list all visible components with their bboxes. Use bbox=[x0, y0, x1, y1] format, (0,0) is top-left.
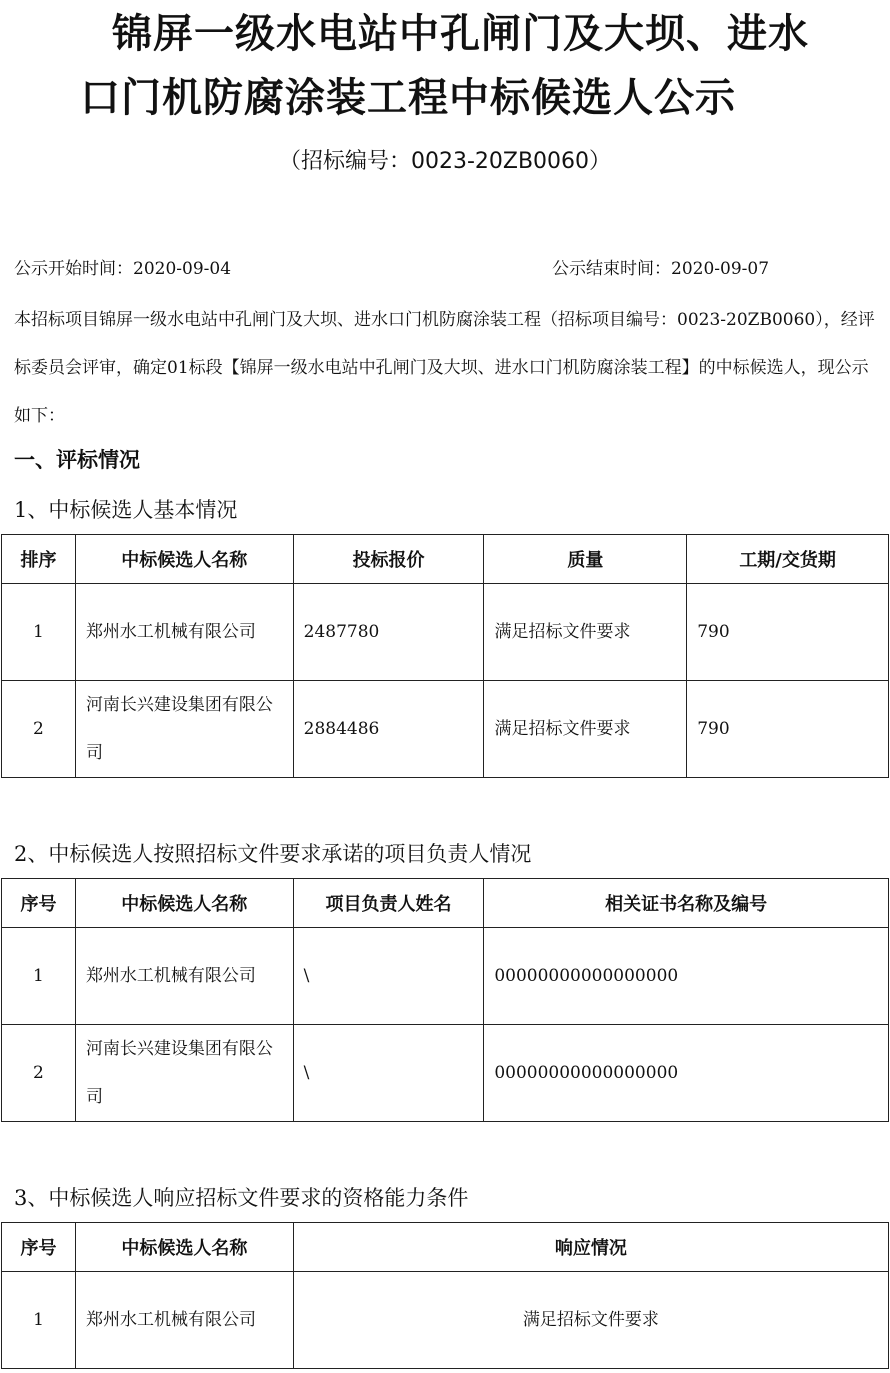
table-row bbox=[2, 681, 889, 778]
table-row bbox=[2, 584, 889, 681]
cell-bid-price: 2884486 bbox=[293, 681, 484, 778]
publicity-start-time: 公示开始时间：2020-09-04 bbox=[14, 259, 232, 279]
cell-quality: 满足招标文件要求 bbox=[484, 584, 687, 681]
intro-paragraph: 本招标项目锦屏一级水电站中孔闸门及大坝、进水口门机防腐涂装工程（招标项目编号：0023-20ZB0060），经评标委员会评审，确定01标段【锦屏一级水电站中孔闸门及大坝、进水口门机防腐涂装工程】的中标候选人，现公示如下： bbox=[14, 310, 875, 426]
col-header-leader-name: 项目负责人姓名 bbox=[293, 879, 484, 928]
cell-rank: 1 bbox=[2, 584, 76, 681]
table2-caption: 2、中标候选人按照招标文件要求承诺的项目负责人情况 bbox=[14, 842, 532, 866]
col-header-serial: 序号 bbox=[2, 879, 76, 928]
cell-duration: 790 bbox=[687, 681, 889, 778]
table-row bbox=[2, 928, 889, 1025]
cell-serial: 1 bbox=[2, 1272, 76, 1369]
cell-rank: 2 bbox=[2, 681, 76, 778]
col-header-quality: 质量 bbox=[484, 535, 687, 584]
table-header-row bbox=[2, 879, 889, 928]
table-row bbox=[2, 1025, 889, 1122]
cell-duration: 790 bbox=[687, 584, 889, 681]
table-row bbox=[2, 1272, 889, 1369]
col-header-duration: 工期/交货期 bbox=[687, 535, 889, 584]
col-header-rank: 排序 bbox=[2, 535, 76, 584]
page-title-line-1: 锦屏一级水电站中孔闸门及大坝、进水 bbox=[112, 11, 809, 57]
col-header-serial: 序号 bbox=[2, 1223, 76, 1272]
cell-candidate-name: 河南长兴建设集团有限公司 bbox=[75, 681, 293, 778]
col-header-candidate-name: 中标候选人名称 bbox=[75, 1223, 293, 1272]
project-leader-table bbox=[1, 878, 889, 1122]
table-header-row bbox=[2, 535, 889, 584]
col-header-candidate-name: 中标候选人名称 bbox=[75, 535, 293, 584]
publicity-end-time: 公示结束时间：2020-09-07 bbox=[552, 259, 770, 279]
cell-leader-name: \ bbox=[293, 928, 484, 1025]
col-header-response: 响应情况 bbox=[293, 1223, 888, 1272]
table1-caption: 1、中标候选人基本情况 bbox=[14, 498, 238, 522]
cell-quality: 满足招标文件要求 bbox=[484, 681, 687, 778]
cell-candidate-name: 郑州水工机械有限公司 bbox=[75, 584, 293, 681]
cell-certificate: 00000000000000000 bbox=[484, 1025, 889, 1122]
section-heading-evaluation: 一、评标情况 bbox=[14, 448, 140, 472]
col-header-certificate: 相关证书名称及编号 bbox=[484, 879, 889, 928]
cell-serial: 2 bbox=[2, 1025, 76, 1122]
cell-candidate-name: 郑州水工机械有限公司 bbox=[75, 928, 293, 1025]
cell-certificate: 00000000000000000 bbox=[484, 928, 889, 1025]
cell-response: 满足招标文件要求 bbox=[293, 1272, 888, 1369]
cell-serial: 1 bbox=[2, 928, 76, 1025]
tender-number: （招标编号：0023-20ZB0060） bbox=[278, 149, 612, 174]
candidate-basic-table bbox=[1, 534, 889, 778]
table-header-row bbox=[2, 1223, 889, 1272]
col-header-candidate-name: 中标候选人名称 bbox=[75, 879, 293, 928]
cell-candidate-name: 河南长兴建设集团有限公司 bbox=[75, 1025, 293, 1122]
cell-candidate-name: 郑州水工机械有限公司 bbox=[75, 1272, 293, 1369]
table3-caption: 3、中标候选人响应招标文件要求的资格能力条件 bbox=[14, 1186, 469, 1210]
qualification-table bbox=[1, 1222, 889, 1369]
cell-leader-name: \ bbox=[293, 1025, 484, 1122]
cell-bid-price: 2487780 bbox=[293, 584, 484, 681]
page-title-line-2: 口门机防腐涂装工程中标候选人公示 bbox=[80, 75, 736, 121]
col-header-bid-price: 投标报价 bbox=[293, 535, 484, 584]
